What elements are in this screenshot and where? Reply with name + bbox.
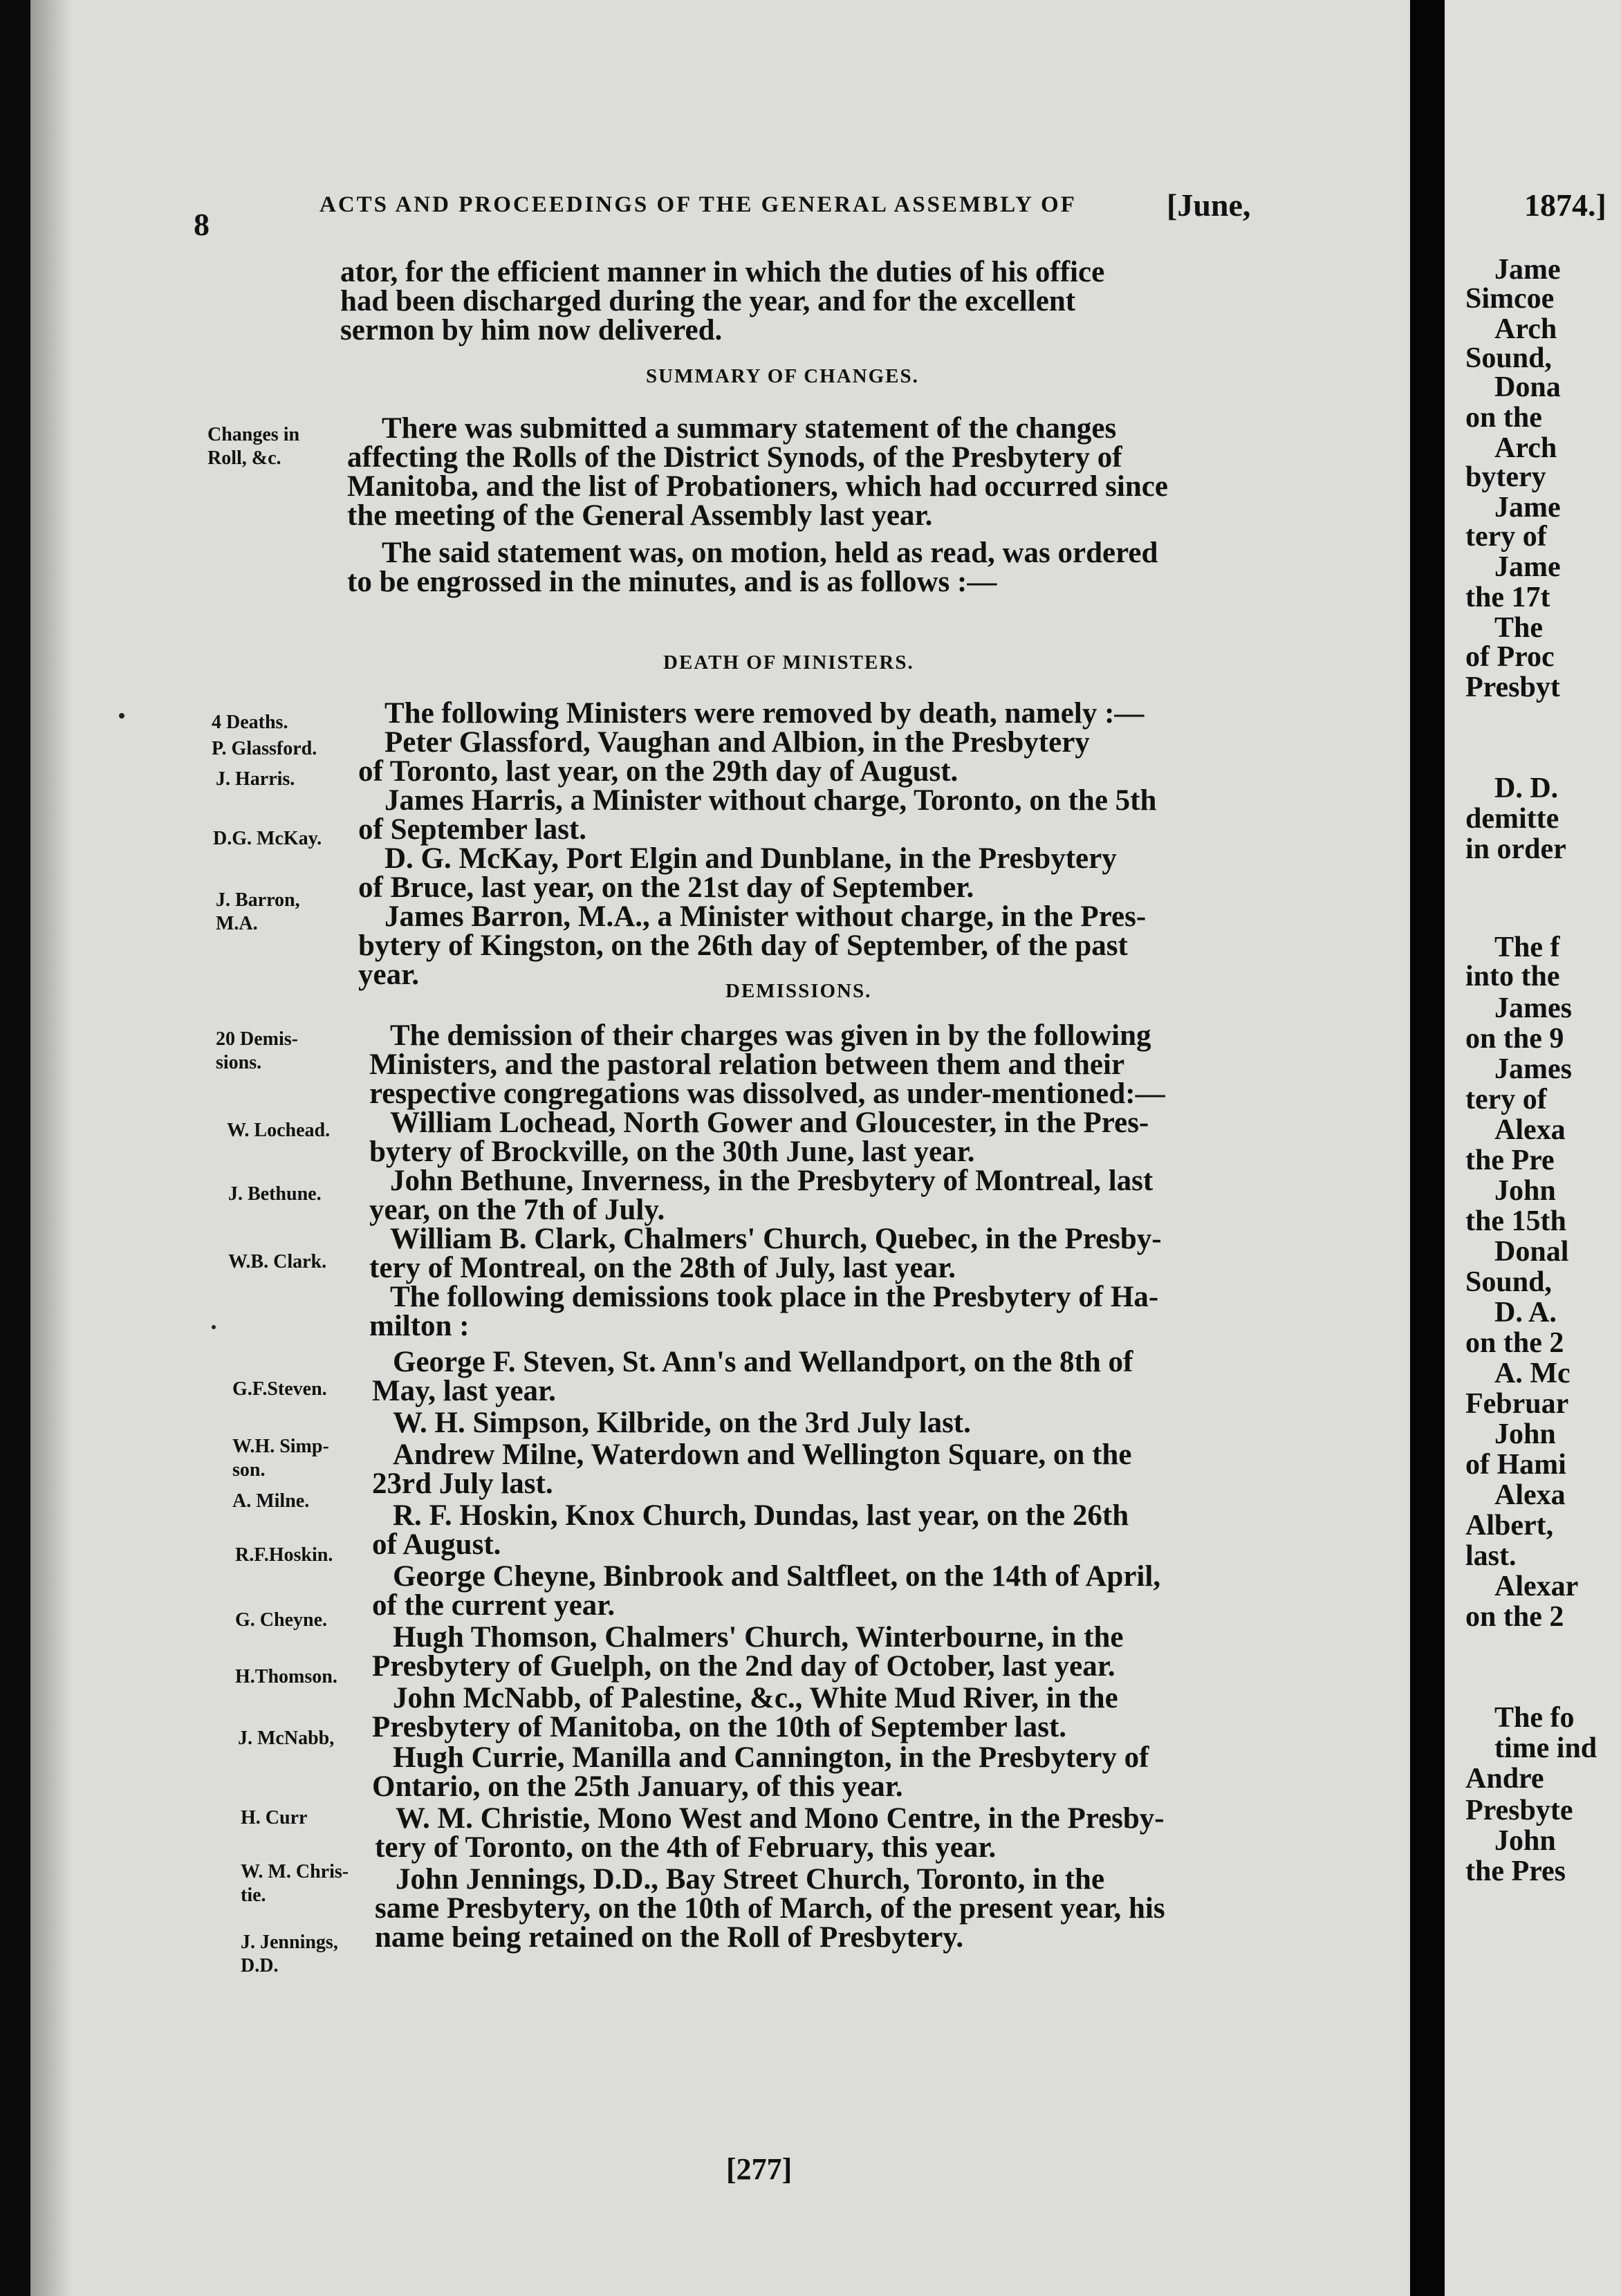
facing-line: tery of — [1465, 521, 1547, 553]
facing-line: Albert, — [1465, 1510, 1554, 1542]
margin-note-line: G. Cheyne. — [235, 1609, 327, 1631]
text-line: Peter Glassford, Vaughan and Albion, in the Presbytery — [385, 726, 1090, 759]
margin-note-line: J. Barron, — [216, 889, 300, 911]
facing-line: D. A. — [1494, 1297, 1557, 1328]
section-heading: DEATH OF MINISTERS. — [663, 651, 914, 674]
margin-note-line: H.Thomson. — [235, 1666, 337, 1687]
facing-line: Andre — [1465, 1763, 1544, 1795]
facing-line: Alexa — [1494, 1479, 1566, 1511]
facing-header: 1874.] — [1524, 187, 1606, 223]
margin-note — [232, 1490, 309, 1513]
text-line: of September last. — [358, 813, 587, 846]
text-line: The said statement was, on motion, held as read, was ordered — [382, 537, 1158, 569]
text-line: The following Ministers were removed by death, namely :— — [385, 697, 1145, 730]
text-line: tery of Montreal, on the 28th of July, last year. — [369, 1252, 956, 1284]
scan-left-edge — [0, 0, 30, 2296]
margin-note-line: J. Jennings, — [241, 1932, 338, 1953]
facing-line: Jame — [1494, 551, 1561, 583]
facing-line: John — [1494, 1825, 1556, 1857]
facing-line: Alexa — [1494, 1114, 1566, 1146]
margin-note — [235, 1544, 333, 1567]
facing-line: bytery — [1465, 461, 1546, 493]
text-line: John Jennings, D.D., Bay Street Church, Toronto, in the — [396, 1863, 1105, 1896]
text-line: George Cheyne, Binbrook and Saltfleet, on the 14th of April, — [393, 1560, 1161, 1593]
text-line: John McNabb, of Palestine, &c., White Mud River, in the — [393, 1682, 1118, 1714]
margin-note-line: G.F.Steven. — [232, 1378, 327, 1400]
facing-line: time ind — [1494, 1732, 1597, 1764]
ink-speck — [212, 1325, 216, 1329]
text-line: W. M. Christie, Mono West and Mono Centre, in the Presby- — [396, 1802, 1165, 1835]
text-line: James Harris, a Minister without charge, Toronto, on the 5th — [385, 784, 1157, 817]
margin-note-line: 4 Deaths. — [212, 712, 288, 733]
text-line: bytery of Kingston, on the 26th day of September, of the past — [358, 929, 1128, 962]
text-line: Andrew Milne, Waterdown and Wellington Square, on the — [393, 1438, 1132, 1471]
facing-line: on the 2 — [1465, 1601, 1564, 1633]
margin-note-line: A. Milne. — [232, 1490, 310, 1512]
facing-line: Jame — [1494, 492, 1561, 524]
facing-line: John — [1494, 1418, 1556, 1450]
margin-note — [241, 1806, 307, 1830]
facing-line: the Pre — [1465, 1145, 1555, 1176]
margin-note — [235, 1665, 337, 1689]
facing-line: Februar — [1465, 1388, 1569, 1420]
margin-note-line: Changes in — [207, 424, 300, 445]
facing-line: A. Mc — [1494, 1358, 1571, 1389]
facing-line: The fo — [1494, 1702, 1575, 1734]
facing-line: Presbyte — [1465, 1795, 1573, 1826]
text-line: milton : — [369, 1310, 470, 1342]
text-line: of Bruce, last year, on the 21st day of September. — [358, 871, 974, 904]
running-date: [June, — [1167, 187, 1251, 223]
text-line: of August. — [372, 1528, 501, 1561]
text-line: ator, for the efficient manner in which the duties of his office — [340, 256, 1105, 288]
text-line: Ministers, and the pastoral relation between them and their — [369, 1048, 1125, 1081]
margin-note-line: tie. — [241, 1885, 266, 1906]
facing-line: Donal — [1494, 1236, 1569, 1268]
margin-note-line: W.H. Simp- — [232, 1436, 329, 1457]
facing-page — [1445, 0, 1621, 2296]
facing-line: in order — [1465, 833, 1566, 865]
running-head: ACTS AND PROCEEDINGS OF THE GENERAL ASSEMBLY OF — [319, 192, 1077, 217]
margin-note — [216, 889, 300, 936]
facing-line: the 15th — [1465, 1205, 1566, 1237]
page-number: 8 — [194, 207, 210, 242]
ink-speck — [119, 713, 124, 719]
text-line: of the current year. — [372, 1589, 615, 1622]
margin-note — [207, 423, 299, 470]
facing-line: of Hami — [1465, 1449, 1566, 1481]
margin-note-line: son. — [232, 1459, 266, 1481]
section-heading: SUMMARY OF CHANGES. — [646, 365, 919, 387]
text-line: respective congregations was dissolved, as under-mentioned:— — [369, 1077, 1165, 1110]
facing-line: Jame — [1494, 254, 1561, 286]
text-line: W. H. Simpson, Kilbride, on the 3rd July last. — [393, 1407, 971, 1439]
margin-note — [227, 1119, 330, 1142]
facing-line: the Pres — [1465, 1855, 1566, 1887]
margin-note-line: P. Glassford. — [212, 738, 317, 759]
text-line: sermon by him now delivered. — [340, 314, 723, 346]
margin-note-line: D.D. — [241, 1955, 279, 1976]
facing-line: The f — [1494, 932, 1560, 963]
facing-line: into the — [1465, 961, 1560, 992]
facing-line: Alexar — [1494, 1571, 1579, 1602]
facing-line: John — [1494, 1175, 1556, 1207]
text-line: 23rd July last. — [372, 1468, 553, 1500]
facing-line: Arch — [1494, 313, 1557, 345]
facing-line: the 17t — [1465, 582, 1550, 613]
text-line: affecting the Rolls of the District Synods, of the Presbytery of — [347, 441, 1122, 474]
facing-line: on the 2 — [1465, 1327, 1564, 1359]
facing-line: The — [1494, 612, 1544, 644]
margin-note — [213, 827, 322, 851]
section-heading: DEMISSIONS. — [725, 980, 872, 1002]
text-line: Hugh Thomson, Chalmers' Church, Winterbourne, in the — [393, 1621, 1124, 1654]
facing-line: Sound, — [1465, 1266, 1552, 1298]
margin-note-line: W. Lochead. — [227, 1120, 331, 1141]
text-line: of Toronto, last year, on the 29th day of August. — [358, 755, 958, 788]
facing-line: of Proc — [1465, 641, 1555, 673]
margin-note-line: W.B. Clark. — [228, 1251, 327, 1272]
facing-line: James — [1494, 1053, 1572, 1085]
margin-note-line: J. McNabb, — [238, 1728, 335, 1749]
text-line: James Barron, M.A., a Minister without charge, in the Pres- — [385, 900, 1147, 933]
margin-note-line: W. M. Chris- — [241, 1861, 349, 1882]
margin-note-line: M.A. — [216, 913, 258, 934]
margin-note-line: Roll, &c. — [207, 447, 281, 469]
text-line: The following demissions took place in the Presbytery of Ha- — [390, 1281, 1159, 1313]
margin-note-line: H. Curr — [241, 1807, 308, 1829]
text-line: year, on the 7th of July. — [369, 1194, 665, 1226]
text-line: Presbytery of Guelph, on the 2nd day of October, last year. — [372, 1650, 1115, 1683]
left-page — [30, 0, 1410, 2296]
facing-line: tery of — [1465, 1084, 1547, 1115]
margin-note — [235, 1609, 327, 1632]
text-line: There was submitted a summary statement of the changes — [382, 412, 1117, 445]
margin-note-line: R.F.Hoskin. — [235, 1544, 333, 1566]
margin-note — [232, 1378, 327, 1401]
facing-line: James — [1494, 992, 1572, 1024]
margin-note — [238, 1727, 334, 1750]
margin-note — [228, 1250, 326, 1274]
facing-line: D. D. — [1494, 772, 1559, 804]
text-line: John Bethune, Inverness, in the Presbytery of Montreal, last — [390, 1165, 1154, 1197]
facing-line: last. — [1465, 1540, 1517, 1572]
text-line: Ontario, on the 25th January, of this year. — [372, 1770, 903, 1803]
text-line: the meeting of the General Assembly last year. — [347, 499, 933, 532]
text-line: bytery of Brockville, on the 30th June, last year. — [369, 1136, 975, 1168]
margin-note-line: 20 Demis- — [216, 1028, 298, 1050]
margin-note-line: J. Harris. — [216, 768, 295, 790]
facing-line: Simcoe — [1465, 283, 1555, 315]
facing-line: demitte — [1465, 803, 1559, 835]
margin-note — [232, 1435, 329, 1482]
text-line: to be engrossed in the minutes, and is as follows :— — [347, 566, 997, 598]
facing-line: Sound, — [1465, 342, 1552, 374]
binding-shadow — [30, 0, 72, 2296]
text-line: William B. Clark, Chalmers' Church, Quebec, in the Presby- — [390, 1223, 1162, 1255]
margin-note — [228, 1183, 322, 1206]
text-line: name being retained on the Roll of Presbytery. — [375, 1921, 964, 1954]
signature-mark: [277] — [726, 2152, 793, 2186]
margin-note — [216, 1028, 298, 1075]
margin-note-line: D.G. McKay. — [213, 828, 322, 849]
facing-line: on the — [1465, 402, 1542, 434]
gutter — [1410, 0, 1445, 2296]
text-line: The demission of their charges was given in by the following — [390, 1019, 1151, 1052]
margin-note-line: sions. — [216, 1052, 262, 1073]
margin-note — [241, 1931, 338, 1978]
text-line: year. — [358, 959, 419, 991]
margin-note — [212, 737, 317, 761]
facing-line: Presbyt — [1465, 672, 1560, 703]
text-line: had been discharged during the year, and for the excellent — [340, 285, 1076, 317]
text-line: R. F. Hoskin, Knox Church, Dundas, last year, on the 26th — [393, 1499, 1129, 1532]
text-line: George F. Steven, St. Ann's and Wellandport, on the 8th of — [393, 1346, 1133, 1378]
text-line: D. G. McKay, Port Elgin and Dunblane, in the Presbytery — [385, 842, 1117, 875]
text-line: May, last year. — [372, 1375, 556, 1407]
margin-note — [241, 1860, 349, 1907]
text-line: Presbytery of Manitoba, on the 10th of September last. — [372, 1711, 1067, 1743]
margin-note-line: J. Bethune. — [228, 1183, 322, 1205]
text-line: Hugh Currie, Manilla and Cannington, in the Presbytery of — [393, 1741, 1149, 1774]
text-line: same Presbytery, on the 10th of March, of the present year, his — [375, 1892, 1165, 1925]
facing-line: Dona — [1494, 371, 1561, 403]
text-line: Manitoba, and the list of Probationers, which had occurred since — [347, 470, 1168, 503]
text-line: William Lochead, North Gower and Gloucester, in the Pres- — [390, 1107, 1149, 1139]
facing-line: on the 9 — [1465, 1023, 1564, 1055]
facing-line: Arch — [1494, 432, 1557, 464]
text-line: tery of Toronto, on the 4th of February, this year. — [375, 1831, 997, 1864]
margin-note — [216, 768, 295, 791]
margin-note — [212, 711, 288, 734]
